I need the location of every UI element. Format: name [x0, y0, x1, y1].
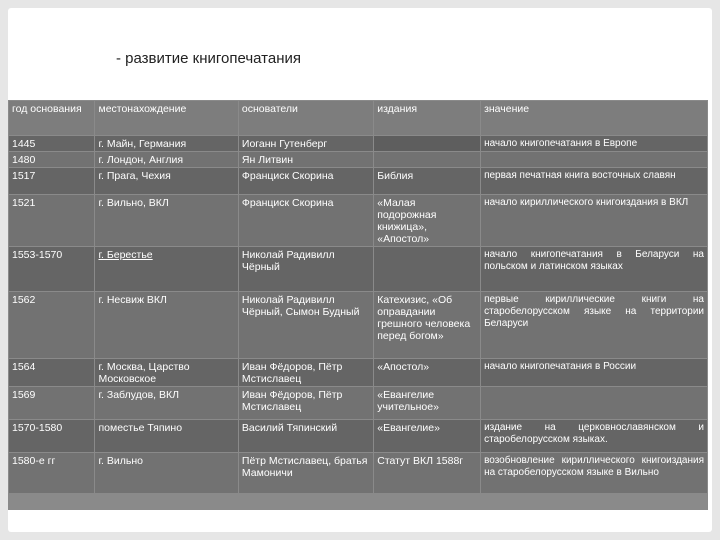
cell-editions: Статут ВКЛ 1588г	[374, 453, 480, 493]
cell-place: г. Майн, Германия	[95, 136, 237, 151]
cell-place: г. Прага, Чехия	[95, 168, 237, 194]
cell-place: г. Несвиж ВКЛ	[95, 292, 237, 358]
cell-meaning	[481, 387, 707, 419]
cell-founders: Василий Тяпинский	[239, 420, 373, 452]
cell-founders: Франциск Скорина	[239, 195, 373, 246]
cell-meaning: издание на церковнославянском и старобелорусском языках.	[481, 420, 707, 452]
cell-founders: Франциск Скорина	[239, 168, 373, 194]
table-row	[9, 195, 707, 246]
cell-year: 1562	[9, 292, 94, 358]
cell-place: г. Вильно	[95, 453, 237, 493]
table-row	[9, 136, 707, 151]
cell-founders: Иван Фёдоров, Пётр Мстиславец	[239, 387, 373, 419]
cell-meaning: начало кириллического книгоиздания в ВКЛ	[481, 195, 707, 246]
cell-editions: Библия	[374, 168, 480, 194]
header-place: местонахождение	[95, 101, 237, 135]
table-row	[9, 292, 707, 358]
cell-editions	[374, 136, 480, 151]
cell-meaning	[481, 152, 707, 167]
cell-meaning: начало книгопечатания в Беларуси на польском и латинском языках	[481, 247, 707, 291]
cell-meaning: возобновление кириллического книгоиздания на старобелорусском языке в Вильно	[481, 453, 707, 493]
cell-place: г. Берестье	[95, 247, 237, 291]
cell-founders: Иоганн Гутенберг	[239, 136, 373, 151]
cell-editions: «Апостол»	[374, 359, 480, 386]
table-row	[9, 420, 707, 452]
table-row	[9, 387, 707, 419]
cell-founders: Ян Литвин	[239, 152, 373, 167]
table-row	[9, 168, 707, 194]
header-editions: издания	[374, 101, 480, 135]
cell-year: 1569	[9, 387, 94, 419]
cell-meaning: первые кириллические книги на старобелорусском языке на территории Беларуси	[481, 292, 707, 358]
cell-editions: «Малая подорожная книжица», «Апостол»	[374, 195, 480, 246]
cell-year: 1517	[9, 168, 94, 194]
cell-founders: Николай Радивилл Чёрный	[239, 247, 373, 291]
cell-year: 1521	[9, 195, 94, 246]
cell-editions	[374, 247, 480, 291]
table-row	[9, 453, 707, 493]
table-row	[9, 152, 707, 167]
header-year: год основания	[9, 101, 94, 135]
cell-year: 1564	[9, 359, 94, 386]
table-row	[9, 247, 707, 291]
cell-year: 1580-е гг	[9, 453, 94, 493]
table-header-row	[9, 101, 707, 135]
cell-place: поместье Тяпино	[95, 420, 237, 452]
cell-place: г. Москва, Царство Московское	[95, 359, 237, 386]
cell-place: г. Лондон, Англия	[95, 152, 237, 167]
table-row	[9, 359, 707, 386]
printing-history-table	[8, 100, 708, 510]
cell-place: г. Заблудов, ВКЛ	[95, 387, 237, 419]
cell-place: г. Вильно, ВКЛ	[95, 195, 237, 246]
cell-editions	[374, 152, 480, 167]
cell-founders: Иван Фёдоров, Пётр Мстиславец	[239, 359, 373, 386]
header-meaning: значение	[481, 101, 707, 135]
cell-editions: «Евангелие»	[374, 420, 480, 452]
cell-meaning: первая печатная книга восточных славян	[481, 168, 707, 194]
cell-meaning: начало книгопечатания в Европе	[481, 136, 707, 151]
cell-founders: Николай Радивилл Чёрный, Сымон Будный	[239, 292, 373, 358]
cell-meaning: начало книгопечатания в России	[481, 359, 707, 386]
cell-founders: Пётр Мстиславец, братья Мамоничи	[239, 453, 373, 493]
cell-year: 1570-1580	[9, 420, 94, 452]
slide	[8, 8, 712, 532]
cell-year: 1445	[9, 136, 94, 151]
cell-year: 1553-1570	[9, 247, 94, 291]
cell-year: 1480	[9, 152, 94, 167]
cell-editions: Катехизис, «Об оправдании грешного человека перед богом»	[374, 292, 480, 358]
header-founders: основатели	[239, 101, 373, 135]
slide-heading: - развитие книгопечатания	[116, 50, 301, 67]
cell-editions: «Евангелие учительное»	[374, 387, 480, 419]
